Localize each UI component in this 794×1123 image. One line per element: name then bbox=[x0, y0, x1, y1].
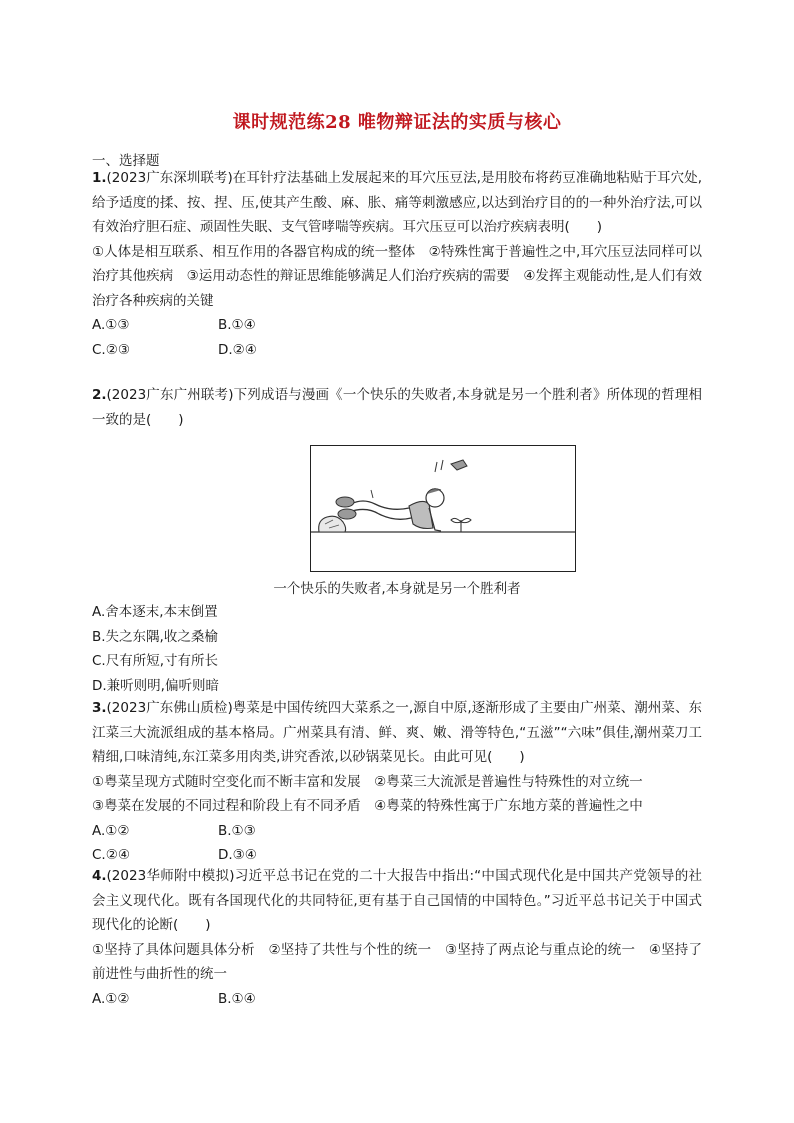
option-a[interactable]: A.①③ bbox=[92, 317, 130, 333]
question-3 bbox=[92, 696, 702, 868]
question-2-options bbox=[92, 600, 702, 698]
option-b[interactable]: B.①③ bbox=[218, 822, 256, 839]
option-row bbox=[92, 338, 702, 363]
option-row bbox=[92, 819, 702, 844]
question-statements: ①粤菜呈现方式随时空变化而不断丰富和发展 ②粤菜三大流派是普遍性与特殊性的对立统一 bbox=[92, 773, 643, 790]
question-1 bbox=[92, 166, 702, 362]
question-2 bbox=[92, 383, 702, 432]
option-b[interactable]: B.①④ bbox=[218, 317, 256, 333]
question-text: (2023广东佛山质检)粤菜是中国传统四大菜系之一,源自中原,逐渐形成了主要由广州菜、潮州菜、东江菜三大流派组成的基本格局。广州菜具有清、鲜、爽、嫩、滑等特色,“五滋”“六味”俱佳,潮州菜刀工精细,口味清纯,东江菜多用肉类,讲究香浓,以砂锅菜见长。由此可见( ) bbox=[92, 700, 702, 765]
option-c[interactable]: C.②④ bbox=[92, 847, 130, 863]
option-d[interactable]: D.③④ bbox=[218, 847, 257, 863]
option-a[interactable]: A.①② bbox=[92, 822, 130, 839]
option-d[interactable]: D.兼听则明,偏听则暗 bbox=[92, 677, 219, 694]
question-statements: ③粤菜在发展的不同过程和阶段上有不同矛盾 ④粤菜的特殊性寓于广东地方菜的普遍性之中 bbox=[92, 798, 643, 814]
question-stem bbox=[92, 864, 702, 938]
question-text: (2023华师附中模拟)习近平总书记在党的二十大报告中指出:“中国式现代化是中国共产党领导的社会主义现代化。既有各国现代化的共同特征,更有基于自己国情的中国特色。”习近平总书记关于中国式现代化的论断( ) bbox=[92, 868, 702, 933]
option-row bbox=[92, 313, 702, 338]
cartoon-image bbox=[310, 445, 576, 572]
question-number: 3. bbox=[92, 700, 107, 716]
option-c[interactable]: C.尺有所短,寸有所长 bbox=[92, 653, 219, 669]
question-statements: ①人体是相互联系、相互作用的各器官构成的统一整体 ②特殊性寓于普遍性之中,耳穴压豆法同样可以治疗其他疾病 ③运用动态性的辩证思维能够满足人们治疗疾病的需要 ④发挥主观能动性,是人们有效治疗各种疾病的关键 bbox=[92, 243, 702, 309]
option-c[interactable]: C.②③ bbox=[92, 341, 130, 358]
option-a[interactable]: A.舍本逐末,本末倒置 bbox=[92, 604, 218, 620]
question-text: (2023广东广州联考)下列成语与漫画《一个快乐的失败者,本身就是另一个胜利者》所体现的哲理相一致的是( ) bbox=[92, 387, 702, 428]
question-stem bbox=[92, 696, 702, 770]
option-d[interactable]: D.②④ bbox=[218, 341, 257, 358]
option-b[interactable]: B.①④ bbox=[218, 990, 256, 1007]
question-number: 2. bbox=[92, 387, 107, 403]
question-4 bbox=[92, 864, 702, 1011]
question-number: 1. bbox=[92, 170, 107, 186]
question-number: 4. bbox=[92, 868, 107, 884]
question-stem bbox=[92, 383, 702, 432]
option-row bbox=[92, 987, 702, 1012]
page-title: 课时规范练28 唯物辩证法的实质与核心 bbox=[232, 112, 562, 133]
question-text: (2023广东深圳联考)在耳针疗法基础上发展起来的耳穴压豆法,是用胶布将药豆准确地粘贴于耳穴处,给予适度的揉、按、捏、压,使其产生酸、麻、胀、痛等刺激感应,以达到治疗目的的一种外治疗法,可以有效治疗胆石症、顽固性失眠、支气管哮喘等疾病。耳穴压豆可以治疗疾病表明( ) bbox=[92, 170, 702, 235]
section-heading: 一、选择题 bbox=[92, 153, 160, 169]
question-statements: ①坚持了具体问题具体分析 ②坚持了共性与个性的统一 ③坚持了两点论与重点论的统一 ④坚持了前进性与曲折性的统一 bbox=[92, 941, 702, 982]
cartoon-drawing bbox=[311, 446, 575, 571]
figure-caption: 一个快乐的失败者,本身就是另一个胜利者 bbox=[273, 581, 521, 597]
option-a[interactable]: A.①② bbox=[92, 990, 130, 1007]
question-stem bbox=[92, 166, 702, 240]
option-b[interactable]: B.失之东隅,收之桑榆 bbox=[92, 628, 218, 645]
